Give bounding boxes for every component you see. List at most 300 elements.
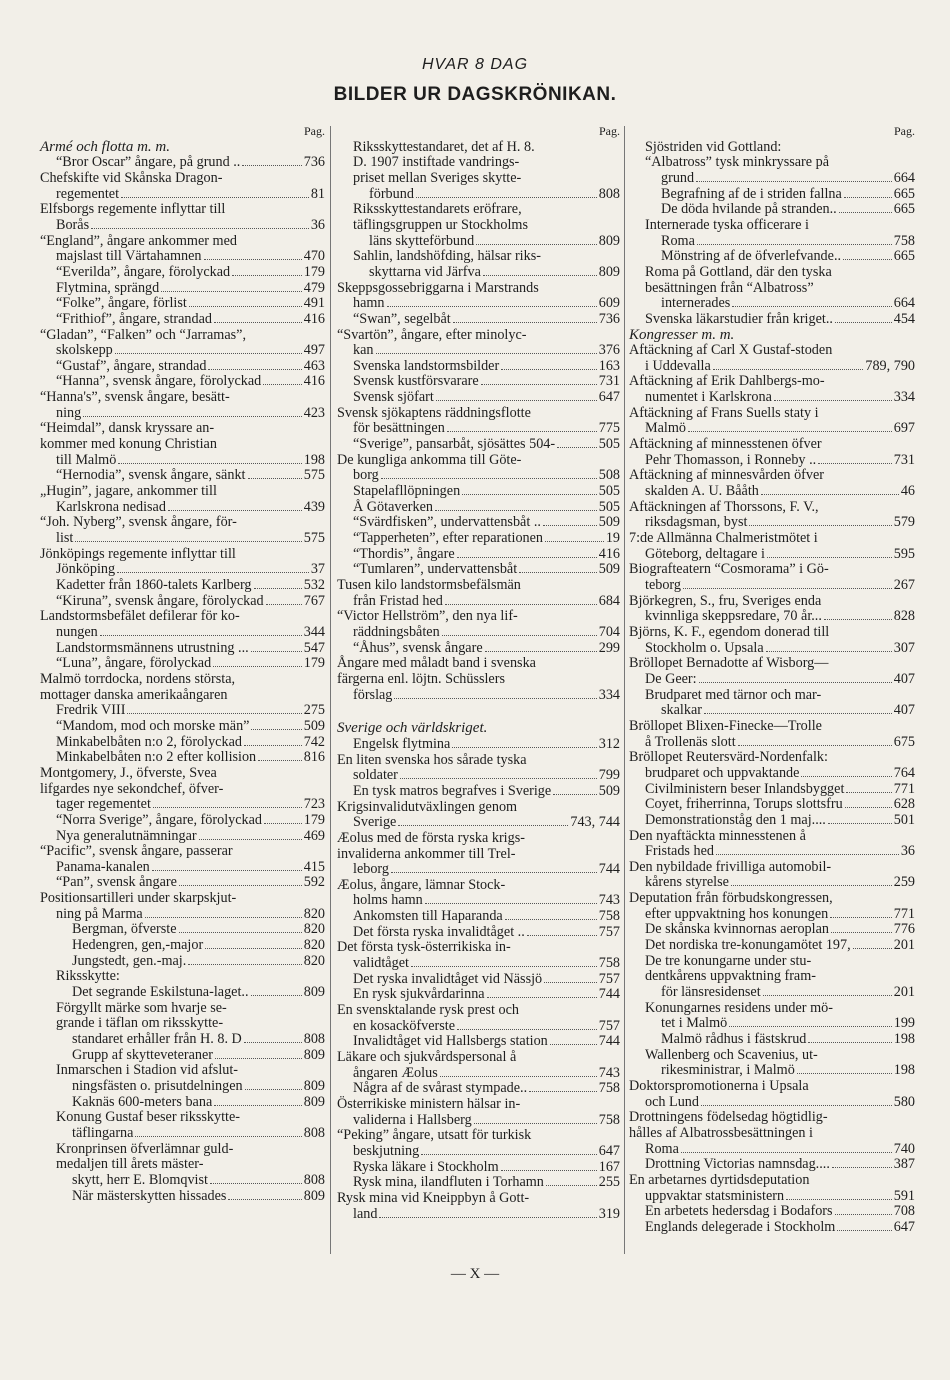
index-entry xyxy=(40,875,325,891)
entry-line-with-page xyxy=(353,343,620,359)
entry-line: soldater xyxy=(353,767,398,784)
page-ref: 579 xyxy=(893,514,915,531)
entry-line: hålles af Albatrossbesättningen i xyxy=(629,1124,814,1141)
dot-leader xyxy=(543,525,597,526)
entry-line-with-page xyxy=(56,735,325,751)
dot-leader xyxy=(135,1136,301,1137)
entry-line-with-page xyxy=(56,656,325,672)
dot-leader xyxy=(553,794,597,795)
page-ref: 742 xyxy=(303,733,325,750)
index-entry xyxy=(40,281,325,297)
entry-line-with-page xyxy=(645,1142,915,1158)
page-ref: 299 xyxy=(598,639,620,656)
entry-line-with-page xyxy=(645,578,915,594)
index-entry xyxy=(337,328,620,359)
dot-leader xyxy=(266,604,302,605)
index-entry xyxy=(337,753,620,784)
page-ref: 664 xyxy=(893,295,915,312)
entry-line: Roma xyxy=(645,1140,679,1157)
entry-line: När mästerskytten hissades xyxy=(72,1187,227,1204)
entry-line: Brudparet med tärnor och mar- xyxy=(645,686,822,703)
page-ref: 505 xyxy=(598,436,620,453)
dot-leader xyxy=(251,995,302,996)
index-entry xyxy=(629,1204,915,1220)
page-ref: 664 xyxy=(893,169,915,186)
entry-line: “Norra Sverige”, ångare, förolyckad xyxy=(56,811,263,828)
entry-line-with-page xyxy=(353,1175,620,1191)
entry-line-with-page xyxy=(353,987,620,1003)
entry-line-with-page xyxy=(353,531,620,547)
index-entry xyxy=(40,922,325,938)
entry-line: “Pacific”, svensk ångare, passerar xyxy=(40,843,233,860)
index-entry xyxy=(337,484,620,500)
dot-leader xyxy=(161,291,301,292)
entry-line-with-page xyxy=(56,578,325,594)
page-ref: 775 xyxy=(598,420,620,437)
index-entry xyxy=(40,641,325,657)
index-entry xyxy=(629,155,915,186)
dot-leader xyxy=(761,494,899,495)
entry-line: Deputation från förbudskongressen, xyxy=(629,890,833,907)
page-ref: 307 xyxy=(893,639,915,656)
entry-line-with-page xyxy=(369,265,620,281)
index-entry xyxy=(337,140,620,203)
entry-line-with-page xyxy=(353,893,620,909)
entry-line: Det nordiska tre-konungamötet 197, xyxy=(645,937,851,954)
dot-leader xyxy=(411,966,597,967)
page-ref: 509 xyxy=(303,717,325,734)
entry-line: Riksskytte: xyxy=(56,968,120,985)
dot-leader xyxy=(228,1199,301,1200)
entry-line: Fristads hed xyxy=(645,843,714,860)
entry-line: list xyxy=(56,530,74,547)
entry-line: Malmö rådhus i fästskrud xyxy=(661,1031,807,1048)
entry-line: land xyxy=(353,1205,378,1222)
index-entry xyxy=(629,374,915,405)
entry-line-with-page xyxy=(661,703,915,719)
entry-line: leborg xyxy=(353,861,389,878)
dot-leader xyxy=(844,197,892,198)
page-ref: 387 xyxy=(893,1156,915,1173)
entry-line: Stapelafllöpningen xyxy=(353,483,461,500)
index-entry xyxy=(40,359,325,375)
entry-line-with-page xyxy=(56,281,325,297)
entry-line: Sverige xyxy=(353,814,397,831)
entry-line: validtåget xyxy=(353,955,409,972)
entry-line: Æolus, ångare, lämnar Stock- xyxy=(337,876,506,893)
page-ref: 743 xyxy=(598,892,620,909)
entry-line: Borås xyxy=(56,216,90,233)
page-ref: 509 xyxy=(598,782,620,799)
page-ref: 799 xyxy=(598,767,620,784)
dot-leader xyxy=(75,541,301,542)
index-entry xyxy=(629,922,915,938)
entry-line: Det första ryska invalidtåget .. xyxy=(353,923,525,940)
index-entry xyxy=(629,782,915,798)
index-entry xyxy=(337,1003,620,1034)
index-entry xyxy=(40,328,325,359)
entry-line-with-page xyxy=(56,875,325,891)
page-ref: 423 xyxy=(303,404,325,421)
dot-leader xyxy=(839,212,892,213)
page-ref: 591 xyxy=(893,1187,915,1204)
page-ref: 809 xyxy=(303,1078,325,1095)
dot-leader xyxy=(474,1123,597,1124)
entry-line: “Victor Hellström”, den nya lif- xyxy=(337,608,518,625)
page-ref: 532 xyxy=(303,577,325,594)
page-column-label: Pag. xyxy=(894,124,915,138)
index-entry xyxy=(629,187,915,203)
dot-leader xyxy=(830,917,892,918)
entry-line: Coyet, friherrinna, Torups slottsfru xyxy=(645,796,843,813)
index-entry xyxy=(40,594,325,610)
entry-line: standaret erhåller från H. 8. D xyxy=(72,1031,242,1048)
page-ref: 46 xyxy=(900,483,915,500)
page-ref: 743 xyxy=(598,1064,620,1081)
index-entry xyxy=(629,249,915,265)
index-entry xyxy=(40,547,325,578)
entry-line: En tysk matros begrafves i Sverige xyxy=(353,782,552,799)
index-entry xyxy=(629,594,915,625)
page-ref: 407 xyxy=(893,702,915,719)
dot-leader xyxy=(189,306,302,307)
dot-leader xyxy=(731,885,892,886)
entry-line-with-page xyxy=(645,1095,915,1111)
page-ref: 776 xyxy=(893,921,915,938)
column-divider xyxy=(624,126,625,1254)
index-column-2 xyxy=(337,124,620,1222)
entry-line: läns skytteförbund xyxy=(369,232,475,249)
index-entry xyxy=(629,531,915,562)
entry-line: riksdagsman, byst xyxy=(645,514,748,531)
entry-line: Minkabelbåten n:o 2 efter kollision xyxy=(56,749,257,766)
dot-leader xyxy=(213,666,302,667)
entry-line: en kosacköfverste xyxy=(353,1017,456,1034)
entry-line-with-page xyxy=(353,737,620,753)
dot-leader xyxy=(485,651,597,652)
dot-leader xyxy=(818,463,892,464)
entry-line: “Everilda”, ångare, förolyckad xyxy=(56,263,231,280)
page-ref: 595 xyxy=(893,545,915,562)
page-ref: 491 xyxy=(303,295,325,312)
entry-line: kårens styrelse xyxy=(645,874,729,891)
entry-line: regementet xyxy=(56,185,120,202)
dot-leader xyxy=(483,275,597,276)
entry-line: Aftäckning af Carl X Gustaf-stoden xyxy=(629,342,833,359)
entry-line: Karlskrona nedisad xyxy=(56,498,166,515)
page-ref: 255 xyxy=(598,1174,620,1191)
entry-line-with-page xyxy=(645,515,915,531)
entry-line: täflingarna xyxy=(72,1124,134,1141)
entry-line: “Mandom, mod och morske män” xyxy=(56,717,250,734)
dot-leader xyxy=(258,760,302,761)
index-entry xyxy=(629,562,915,593)
page-ref: 723 xyxy=(303,796,325,813)
column-divider xyxy=(330,126,331,1254)
entry-line: Inmarschen i Stadion vid afslut- xyxy=(56,1062,239,1079)
page-ref: 179 xyxy=(303,811,325,828)
dot-leader xyxy=(387,306,597,307)
entry-line-with-page xyxy=(353,1207,620,1223)
entry-line: “Peking” ångare, utsatt för turkisk xyxy=(337,1127,532,1144)
dot-leader xyxy=(245,1089,302,1090)
dot-leader xyxy=(732,306,891,307)
page-ref: 470 xyxy=(303,248,325,265)
index-entry xyxy=(40,609,325,640)
entry-line: “Tumlaren”, undervattensbåt xyxy=(353,561,518,578)
index-entry xyxy=(337,531,620,547)
entry-line-with-page xyxy=(56,155,325,171)
entry-line: En liten svenska hos sårade tyska xyxy=(337,751,527,768)
page-ref: 376 xyxy=(598,342,620,359)
index-entry xyxy=(629,468,915,499)
dot-leader xyxy=(505,919,597,920)
page-ref: 767 xyxy=(303,592,325,609)
entry-line: 7:de Allmänna Chalmeristmötet i xyxy=(629,530,818,547)
entry-line-with-page xyxy=(661,1032,915,1048)
dot-leader xyxy=(766,651,892,652)
dot-leader xyxy=(248,478,302,479)
dot-leader xyxy=(416,197,597,198)
entry-line-with-page xyxy=(56,797,325,813)
entry-line-with-page xyxy=(72,1079,325,1095)
entry-line-with-page xyxy=(353,1081,620,1097)
index-entry xyxy=(629,500,915,531)
page-title: BILDER UR DAGSKRÖNIKAN. xyxy=(333,84,617,105)
index-entry xyxy=(40,202,325,233)
entry-line-with-page xyxy=(72,1032,325,1048)
index-entry xyxy=(629,1173,915,1204)
index-entry xyxy=(629,688,915,719)
page-ref: 828 xyxy=(893,608,915,625)
page-ref: 312 xyxy=(598,735,620,752)
entry-line: Stockholm o. Upsala xyxy=(645,639,764,656)
entry-line-with-page xyxy=(72,1189,325,1205)
page-ref: 744 xyxy=(598,1033,620,1050)
entry-line-with-page xyxy=(645,421,915,437)
page-ref: 647 xyxy=(893,1218,915,1235)
entry-line: Biografteatern “Cosmorama” i Gö- xyxy=(629,561,829,578)
dot-leader xyxy=(205,948,302,949)
entry-line-with-page xyxy=(72,1173,325,1189)
entry-line: borg xyxy=(353,467,379,484)
entry-line-with-page xyxy=(645,1204,915,1220)
entry-line-with-page xyxy=(369,234,620,250)
index-entry xyxy=(337,453,620,484)
dot-leader xyxy=(117,572,309,573)
page-ref: 179 xyxy=(303,263,325,280)
index-entry xyxy=(629,860,915,891)
page-ref: 697 xyxy=(893,420,915,437)
entry-line: ning xyxy=(56,404,82,421)
entry-line: i Uddevalla xyxy=(645,357,711,374)
entry-line: Fredrik VIII xyxy=(56,702,126,719)
page-ref: 665 xyxy=(893,185,915,202)
index-entry xyxy=(40,813,325,829)
entry-line: nungen xyxy=(56,623,98,640)
dot-leader xyxy=(244,745,302,746)
entry-line: Svensk kustförsvarare xyxy=(353,373,479,390)
entry-line-with-page xyxy=(645,1189,915,1205)
dot-leader xyxy=(263,384,301,385)
entry-line: “Luna”, ångare, förolyckad xyxy=(56,655,212,672)
entry-line: Jönköping xyxy=(56,561,116,578)
entry-line: De skånska kvinnornas aeroplan xyxy=(645,921,829,938)
dot-leader xyxy=(447,431,597,432)
page-ref: 736 xyxy=(303,154,325,171)
index-entry xyxy=(40,296,325,312)
entry-line: “Gladan”, “Falken” och “Jarramas”, xyxy=(40,326,247,343)
index-entry xyxy=(629,140,915,156)
entry-line: tager regementet xyxy=(56,796,151,813)
page-ref: 647 xyxy=(598,1142,620,1159)
page-ref: 415 xyxy=(303,858,325,875)
entry-line: Aftäckning af Frans Suells staty i xyxy=(629,404,819,421)
page-ref: 501 xyxy=(893,811,915,828)
entry-line: brudparet och uppvaktande xyxy=(645,764,800,781)
entry-line: till Malmö xyxy=(56,451,117,468)
index-entry xyxy=(40,234,325,265)
entry-line: Grupp af skytteveteraner xyxy=(72,1046,214,1063)
index-entry xyxy=(337,940,620,971)
index-entry xyxy=(337,609,620,640)
dot-leader xyxy=(544,982,597,983)
entry-line: skolskepp xyxy=(56,342,113,359)
dot-leader xyxy=(435,510,597,511)
entry-line: holms hamn xyxy=(353,892,423,909)
index-entry xyxy=(337,831,620,878)
entry-line: Jungstedt, gen.-maj. xyxy=(72,952,187,969)
entry-line-with-page xyxy=(56,719,325,735)
index-column-1 xyxy=(40,124,325,1204)
page-ref: 416 xyxy=(303,310,325,327)
entry-line: Doktorspromotionerna i Upsala xyxy=(629,1078,809,1095)
dot-leader xyxy=(400,778,597,779)
page-ref: 199 xyxy=(893,1015,915,1032)
index-entry xyxy=(337,281,620,312)
page-ref: 816 xyxy=(303,749,325,766)
entry-line: Björkegren, S., fru, Sveriges enda xyxy=(629,592,822,609)
page-ref: 416 xyxy=(598,545,620,562)
index-entry xyxy=(40,1095,325,1111)
entry-line-with-page xyxy=(56,500,325,516)
entry-line: Några af de svårast stympade.. xyxy=(353,1080,528,1097)
entry-line-with-page xyxy=(56,703,325,719)
entry-line: priset mellan Sveriges skytte- xyxy=(353,169,522,186)
entry-line: Flytmina, sprängd xyxy=(56,279,160,296)
dot-leader xyxy=(845,807,892,808)
entry-line-with-page xyxy=(645,766,915,782)
entry-line-with-page xyxy=(353,1019,620,1035)
dot-leader xyxy=(179,885,302,886)
entry-line-with-page xyxy=(369,187,620,203)
entry-line: Svensk sjökaptens räddningsflotte xyxy=(337,404,531,421)
entry-line-with-page xyxy=(661,234,915,250)
index-entry xyxy=(629,265,915,312)
entry-line: Aftäckning af Erik Dahlbergs-mo- xyxy=(629,373,825,390)
entry-line-with-page xyxy=(645,938,915,954)
entry-line-with-page xyxy=(353,1160,620,1176)
entry-line-with-page xyxy=(353,500,620,516)
entry-line: Positionsartilleri under skarpskjut- xyxy=(40,890,237,907)
page-ref: 36 xyxy=(310,216,325,233)
index-entry xyxy=(337,925,620,941)
dot-leader xyxy=(152,870,302,871)
dot-leader xyxy=(214,1105,301,1106)
dot-leader xyxy=(557,447,597,448)
entry-line: Malmö torrdocka, nordens största, xyxy=(40,670,236,687)
entry-line: Aftäckning af minnesvården öfver xyxy=(629,467,825,484)
entry-line-with-page xyxy=(56,562,325,578)
index-entry xyxy=(40,735,325,751)
entry-line-with-page xyxy=(56,218,325,234)
entry-line: grund xyxy=(661,169,695,186)
section-heading: Kongresser m. m. xyxy=(629,326,735,343)
entry-line-with-page xyxy=(353,862,620,878)
entry-line-with-page xyxy=(645,782,915,798)
entry-line: Riksskyttestandaret, det af H. 8. xyxy=(353,138,535,155)
page-ref: 509 xyxy=(598,561,620,578)
page-ref: 19 xyxy=(605,530,620,547)
page-ref: 275 xyxy=(303,702,325,719)
entry-line: Rysk mina, ilandfluten i Torhamn xyxy=(353,1174,544,1191)
index-entry xyxy=(337,878,620,909)
entry-line-with-page xyxy=(353,641,620,657)
entry-line: Æolus med de första ryska krigs- xyxy=(337,829,525,846)
entry-line-with-page xyxy=(353,359,620,375)
index-entry xyxy=(337,784,620,800)
entry-line: Svensk sjöfart xyxy=(353,389,434,406)
entry-line: Det segrande Eskilstuna-laget.. xyxy=(72,984,249,1001)
index-entry xyxy=(337,1175,620,1191)
page-ref: 454 xyxy=(893,310,915,327)
dot-leader xyxy=(546,1185,597,1186)
entry-line: tet i Malmö xyxy=(661,1015,728,1032)
entry-line: majslast till Värtahamnen xyxy=(56,248,202,265)
dot-leader xyxy=(797,1073,892,1074)
dot-leader xyxy=(774,400,892,401)
entry-line: “Gustaf”, ångare, strandad xyxy=(56,357,207,374)
page-ref: 743, 744 xyxy=(570,814,620,831)
page-ref: 744 xyxy=(598,861,620,878)
entry-line-with-page xyxy=(645,875,915,891)
entry-line: Ångare med måladt band i svenska xyxy=(337,655,536,672)
dot-leader xyxy=(153,807,302,808)
entry-line-with-page xyxy=(56,374,325,390)
dot-leader xyxy=(824,619,892,620)
index-entry xyxy=(629,750,915,781)
page-ref: 757 xyxy=(598,970,620,987)
entry-line-with-page xyxy=(56,860,325,876)
entry-line: Begrafning af de i striden fallna xyxy=(661,185,842,202)
entry-line: Konungarnes residens under mö- xyxy=(645,999,833,1016)
entry-line-with-page xyxy=(56,594,325,610)
dot-leader xyxy=(204,259,302,260)
entry-line: validerna i Hallsberg xyxy=(353,1111,472,1128)
entry-line: “England”, ångare ankommer med xyxy=(40,232,237,249)
index-entry xyxy=(337,500,620,516)
index-entry xyxy=(337,641,620,657)
page-ref: 37 xyxy=(310,561,325,578)
dot-leader xyxy=(188,964,301,965)
page-ref: 789, 790 xyxy=(865,357,915,374)
dot-leader xyxy=(846,792,891,793)
entry-line: Demonstrationståg den 1 maj.... xyxy=(645,811,826,828)
dot-leader xyxy=(786,1199,892,1200)
entry-line: Den nyaftäckta minnesstenen å xyxy=(629,827,806,844)
entry-line: Drottningens födelsedag högtidlig- xyxy=(629,1109,828,1126)
entry-line-with-page xyxy=(645,907,915,923)
